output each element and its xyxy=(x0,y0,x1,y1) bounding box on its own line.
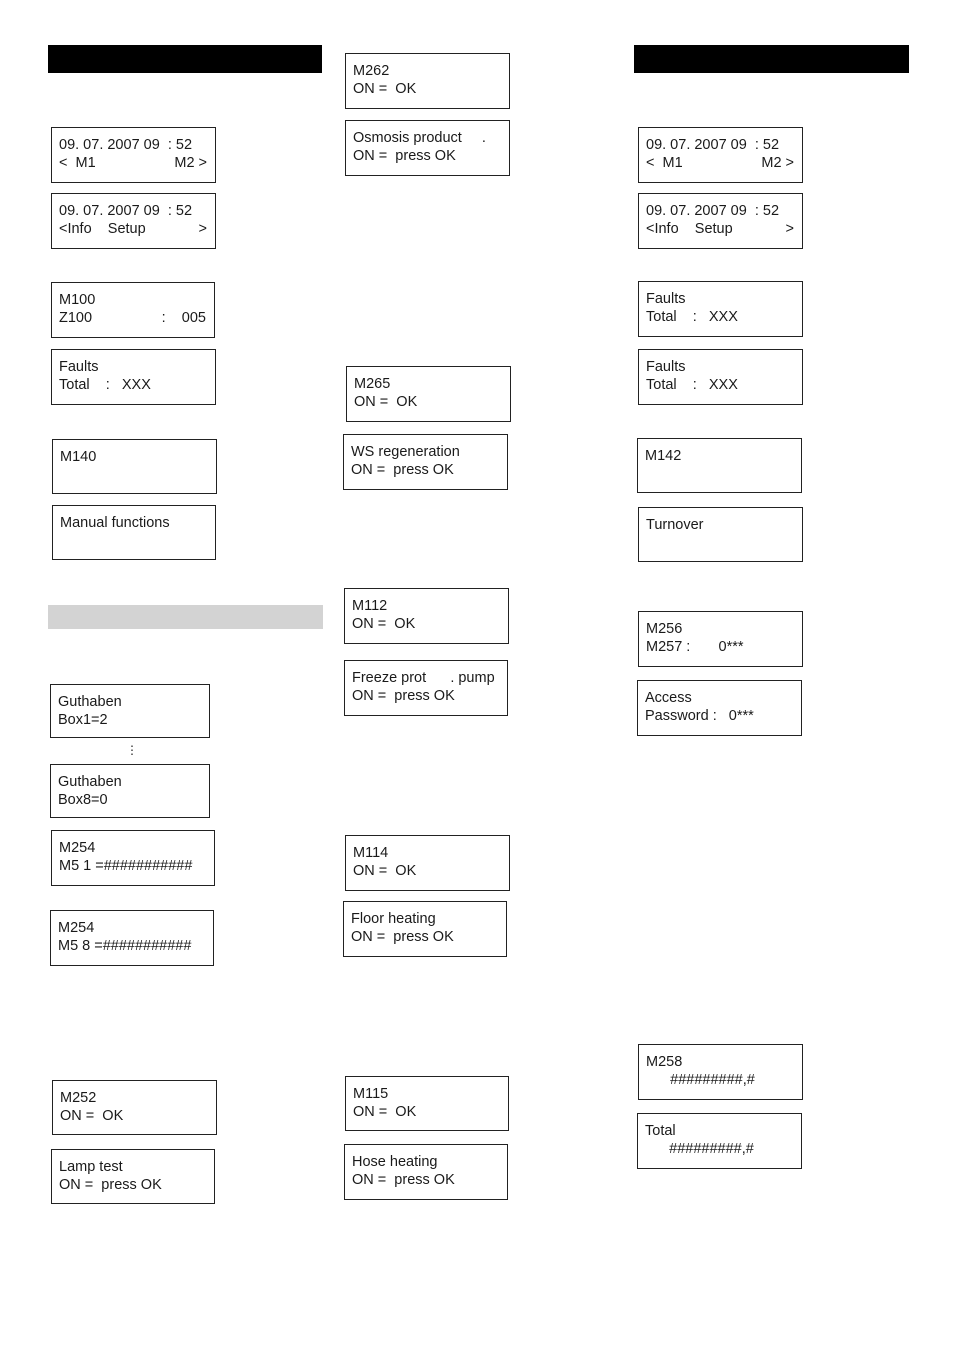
display-line: ON = OK xyxy=(353,1104,417,1120)
display-date-m1 xyxy=(51,127,216,183)
display-line: M257 : 0*** xyxy=(646,639,744,655)
display-m258 xyxy=(638,1044,803,1100)
display-line xyxy=(60,532,207,550)
display-line: M5 1 =########### xyxy=(59,858,193,874)
display-m256 xyxy=(638,611,803,667)
display-line: WS regeneration xyxy=(351,444,460,460)
display-line: ON = press OK xyxy=(351,462,454,478)
display-line: M262 xyxy=(353,63,390,79)
display-manual-functions xyxy=(52,505,216,560)
display-line: Lamp test xyxy=(59,1159,123,1175)
display-line: ON = press OK xyxy=(352,1172,455,1188)
display-line: ON = press OK xyxy=(352,688,455,704)
display-line xyxy=(646,534,794,552)
display-line: 09. 07. 2007 09 : 52 xyxy=(646,203,780,219)
display-line xyxy=(59,154,207,172)
display-line: M252 xyxy=(60,1090,97,1106)
display-faults-right-2 xyxy=(638,349,803,405)
display-line: M114 xyxy=(353,845,389,861)
nav-right-label: M2 > xyxy=(761,155,794,171)
display-line: M115 xyxy=(353,1086,389,1102)
display-line: ON = OK xyxy=(60,1108,124,1124)
display-line: #########,# xyxy=(646,1072,755,1088)
display-line: M254 xyxy=(58,920,95,936)
display-m262 xyxy=(345,53,510,109)
display-line: Osmosis product . xyxy=(353,130,486,146)
nav-left-label: <Info Setup xyxy=(59,221,146,237)
display-line: Freeze prot . pump xyxy=(352,670,495,686)
display-m115 xyxy=(345,1076,509,1131)
display-line: Hose heating xyxy=(352,1154,438,1170)
display-line xyxy=(645,465,793,483)
display-line: Manual functions xyxy=(60,515,170,531)
display-line: 09. 07. 2007 09 : 52 xyxy=(59,203,193,219)
display-m114 xyxy=(345,835,510,891)
display-line: M254 xyxy=(59,840,96,856)
display-line xyxy=(646,154,794,172)
display-lamp-test xyxy=(51,1149,215,1204)
display-line: ON = OK xyxy=(352,616,416,632)
display-line: ON = OK xyxy=(354,394,418,410)
display-line: M5 8 =########### xyxy=(58,938,192,954)
display-m252 xyxy=(52,1080,217,1135)
display-m254-box1 xyxy=(51,830,215,886)
display-line: Box1=2 xyxy=(58,712,108,728)
display-guthaben-box1 xyxy=(50,684,210,738)
display-date-info xyxy=(51,193,216,249)
display-turnover xyxy=(638,507,803,562)
display-m112 xyxy=(344,588,509,644)
nav-left-label: < M1 xyxy=(646,155,683,171)
display-line: ON = OK xyxy=(353,863,417,879)
display-m140 xyxy=(52,439,217,494)
display-line: Total : XXX xyxy=(646,309,738,325)
display-line: M140 xyxy=(60,449,97,465)
display-guthaben-box8 xyxy=(50,764,210,818)
display-faults-right-1 xyxy=(638,281,803,337)
nav-left-label: <Info Setup xyxy=(646,221,733,237)
display-ws-regeneration xyxy=(343,434,508,490)
display-hose-heating xyxy=(344,1144,508,1200)
nav-left-label: < M1 xyxy=(59,155,96,171)
section-header-bar-left xyxy=(48,45,322,73)
display-line xyxy=(646,220,794,238)
display-line: 09. 07. 2007 09 : 52 xyxy=(59,137,193,153)
display-m100 xyxy=(51,282,215,338)
display-line xyxy=(59,309,206,327)
display-line: #########,# xyxy=(645,1141,754,1157)
display-line: ON = press OK xyxy=(59,1177,162,1193)
nav-right-label: M2 > xyxy=(174,155,207,171)
display-line: ON = OK xyxy=(353,81,417,97)
display-line: Total : XXX xyxy=(59,377,151,393)
display-line: Total xyxy=(645,1123,676,1139)
display-floor-heating xyxy=(343,901,507,957)
display-line: Guthaben xyxy=(58,694,122,710)
display-access-password xyxy=(637,680,802,736)
display-osmosis-product xyxy=(345,120,510,176)
display-line: ON = press OK xyxy=(351,929,454,945)
display-line: Access xyxy=(645,690,692,706)
nav-right-label: > xyxy=(198,221,207,237)
nav-right-label: > xyxy=(785,221,794,237)
display-line: M142 xyxy=(645,448,682,464)
display-line: Total : XXX xyxy=(646,377,738,393)
display-line: M256 xyxy=(646,621,683,637)
display-line: Box8=0 xyxy=(58,792,108,808)
display-line: Password : 0*** xyxy=(645,708,754,724)
display-date-m1-right xyxy=(638,127,803,183)
display-total xyxy=(637,1113,802,1169)
display-line: Faults xyxy=(59,359,99,375)
display-line xyxy=(59,220,207,238)
display-line: Faults xyxy=(646,359,686,375)
subsection-header-bar xyxy=(48,605,323,629)
display-line xyxy=(60,466,208,484)
display-m265 xyxy=(346,366,511,422)
display-line: M112 xyxy=(352,598,388,614)
display-line: Floor heating xyxy=(351,911,436,927)
display-line: M258 xyxy=(646,1054,683,1070)
display-m142 xyxy=(637,438,802,493)
display-date-info-right xyxy=(638,193,803,249)
display-line: M265 xyxy=(354,376,391,392)
counter-value: : 005 xyxy=(161,310,206,326)
display-line: Turnover xyxy=(646,517,704,533)
counter-label: Z100 xyxy=(59,310,93,326)
display-line: 09. 07. 2007 09 : 52 xyxy=(646,137,780,153)
vertical-ellipsis: ⋮ xyxy=(126,743,138,757)
display-line: Faults xyxy=(646,291,686,307)
section-header-bar-right xyxy=(634,45,909,73)
display-line: M100 xyxy=(59,292,96,308)
display-faults xyxy=(51,349,216,405)
display-line: ON = press OK xyxy=(353,148,456,164)
display-line: Guthaben xyxy=(58,774,122,790)
display-m254-box8 xyxy=(50,910,214,966)
display-freeze-protection-pump xyxy=(344,660,508,716)
